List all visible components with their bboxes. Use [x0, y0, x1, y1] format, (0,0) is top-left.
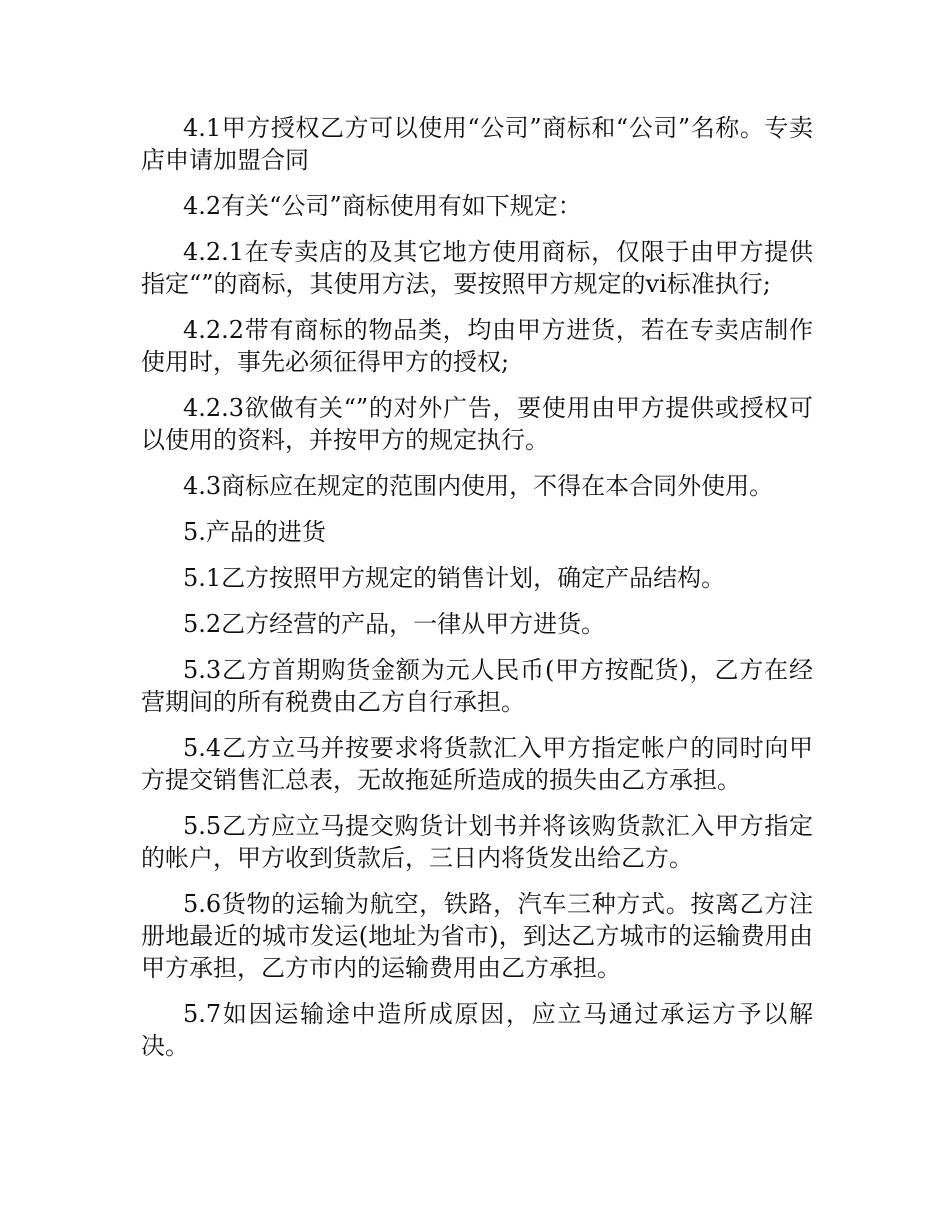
document-body: [141, 112, 813, 1076]
clause-4-3: 4.3商标应在规定的范围内使用，不得在本合同外使用。: [183, 472, 774, 500]
section-5-heading: 5.产品的进货: [183, 518, 326, 546]
clause-4-2-3: 4.2.3欲做有关“”的对外广告，要使用由甲方提供或授权可以使用的资料，并按甲方的规定执行。: [141, 394, 813, 454]
clause-5-3: 5.3乙方首期购货金额为元人民币(甲方按配货)，乙方在经营期间的所有税费由乙方自行承担。: [141, 656, 813, 716]
clause-5-2: 5.2乙方经营的产品，一律从甲方进货。: [183, 610, 606, 638]
clause-4-2: 4.2有关“公司”商标使用有如下规定：: [183, 192, 582, 220]
clause-5-5: 5.5乙方应立马提交购货计划书并将该购货款汇入甲方指定的帐户，甲方收到货款后，三日内将货发出给乙方。: [141, 812, 813, 872]
clause-5-6: 5.6货物的运输为航空，铁路，汽车三种方式。按离乙方注册地最近的城市发运(地址为省市)，到达乙方城市的运输费用由甲方承担，乙方市内的运输费用由乙方承担。: [141, 890, 813, 982]
clause-5-1: 5.1乙方按照甲方规定的销售计划，确定产品结构。: [183, 564, 726, 592]
clause-5-7: 5.7如因运输途中造所成原因，应立马通过承运方予以解决。: [141, 1000, 813, 1060]
clause-4-1: 4.1甲方授权乙方可以使用“公司”商标和“公司”名称。专卖店申请加盟合同: [141, 114, 813, 174]
clause-4-2-1: 4.2.1在专卖店的及其它地方使用商标，仅限于由甲方提供指定“”的商标，其使用方法，要按照甲方规定的vi标准执行;: [141, 238, 813, 298]
clause-4-2-2: 4.2.2带有商标的物品类，均由甲方进货，若在专卖店制作使用时，事先必须征得甲方的授权;: [141, 316, 813, 376]
clause-5-4: 5.4乙方立马并按要求将货款汇入甲方指定帐户的同时向甲方提交销售汇总表，无故拖延所造成的损失由乙方承担。: [141, 734, 813, 794]
